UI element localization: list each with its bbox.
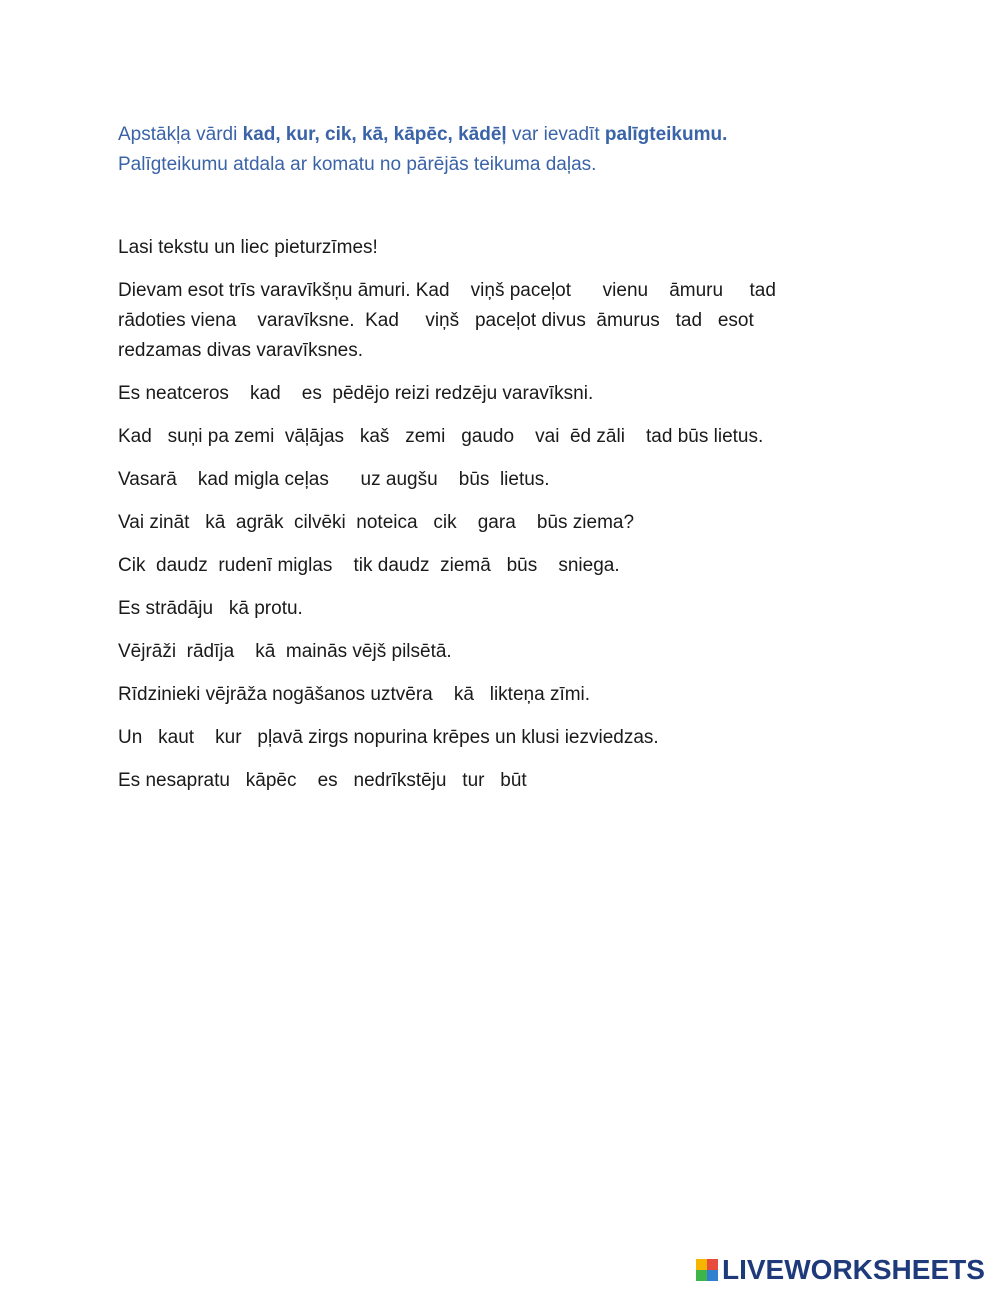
exercise-line: redzamas divas varavīksnes. xyxy=(118,340,363,361)
instructions-line-2: Palīgteikumu atdala ar komatu no pārējās teikuma daļas. xyxy=(118,154,597,175)
exercise-line: Cik daudz rudenī miglas tik daudz ziemā būs sniega. xyxy=(118,555,620,576)
exercise-line: Rīdzinieki vējrāža nogāšanos uztvēra kā likteņa zīmi. xyxy=(118,684,591,705)
keyword-palīgteikumu: palīgteikumu. xyxy=(604,124,728,145)
task-heading: Lasi tekstu un liec pieturzīmes! xyxy=(118,237,378,258)
exercise-line: Vasarā kad migla ceļas uz augšu būs lietus. xyxy=(118,469,550,490)
exercise-line: Un kaut kur pļavā zirgs nopurina krēpes un klusi iezviedzas. xyxy=(118,727,659,748)
exercise-line: rādoties viena varavīksne. Kad viņš paceļot divus āmurus tad esot xyxy=(118,310,754,331)
instructions-text: var ievadīt xyxy=(506,124,605,145)
exercise-line: Es nesapratu kāpēc es nedrīkstēju tur būt xyxy=(118,770,527,791)
exercise-line: Es strādāju kā protu. xyxy=(118,598,303,619)
instructions-line-1 xyxy=(118,120,918,150)
adverb-list: kad, kur, cik, kā, kāpēc, kādēļ xyxy=(242,124,507,145)
brand-name: LIVEWORKSHEETS xyxy=(722,1254,985,1285)
exercise-line: Es neatceros kad es pēdējo reizi redzēju varavīksni. xyxy=(118,383,594,404)
exercise-line: Vai zināt kā agrāk cilvēki noteica cik gara būs ziema? xyxy=(118,512,635,533)
instructions-block xyxy=(118,120,918,180)
liveworksheets-logo[interactable] xyxy=(696,1256,985,1284)
liveworksheets-logo-icon xyxy=(696,1259,718,1281)
exercise-line: Dievam esot trīs varavīkšņu āmuri. Kad viņš paceļot vienu āmuru tad xyxy=(118,280,776,301)
instructions-text: Apstākļa vārdi xyxy=(118,124,243,145)
exercise-line: Kad suņi pa zemi vāļājas kaš zemi gaudo vai ēd zāli tad būs lietus. xyxy=(118,426,764,447)
exercise-line: Vējrāži rādīja kā mainās vējš pilsētā. xyxy=(118,641,452,662)
